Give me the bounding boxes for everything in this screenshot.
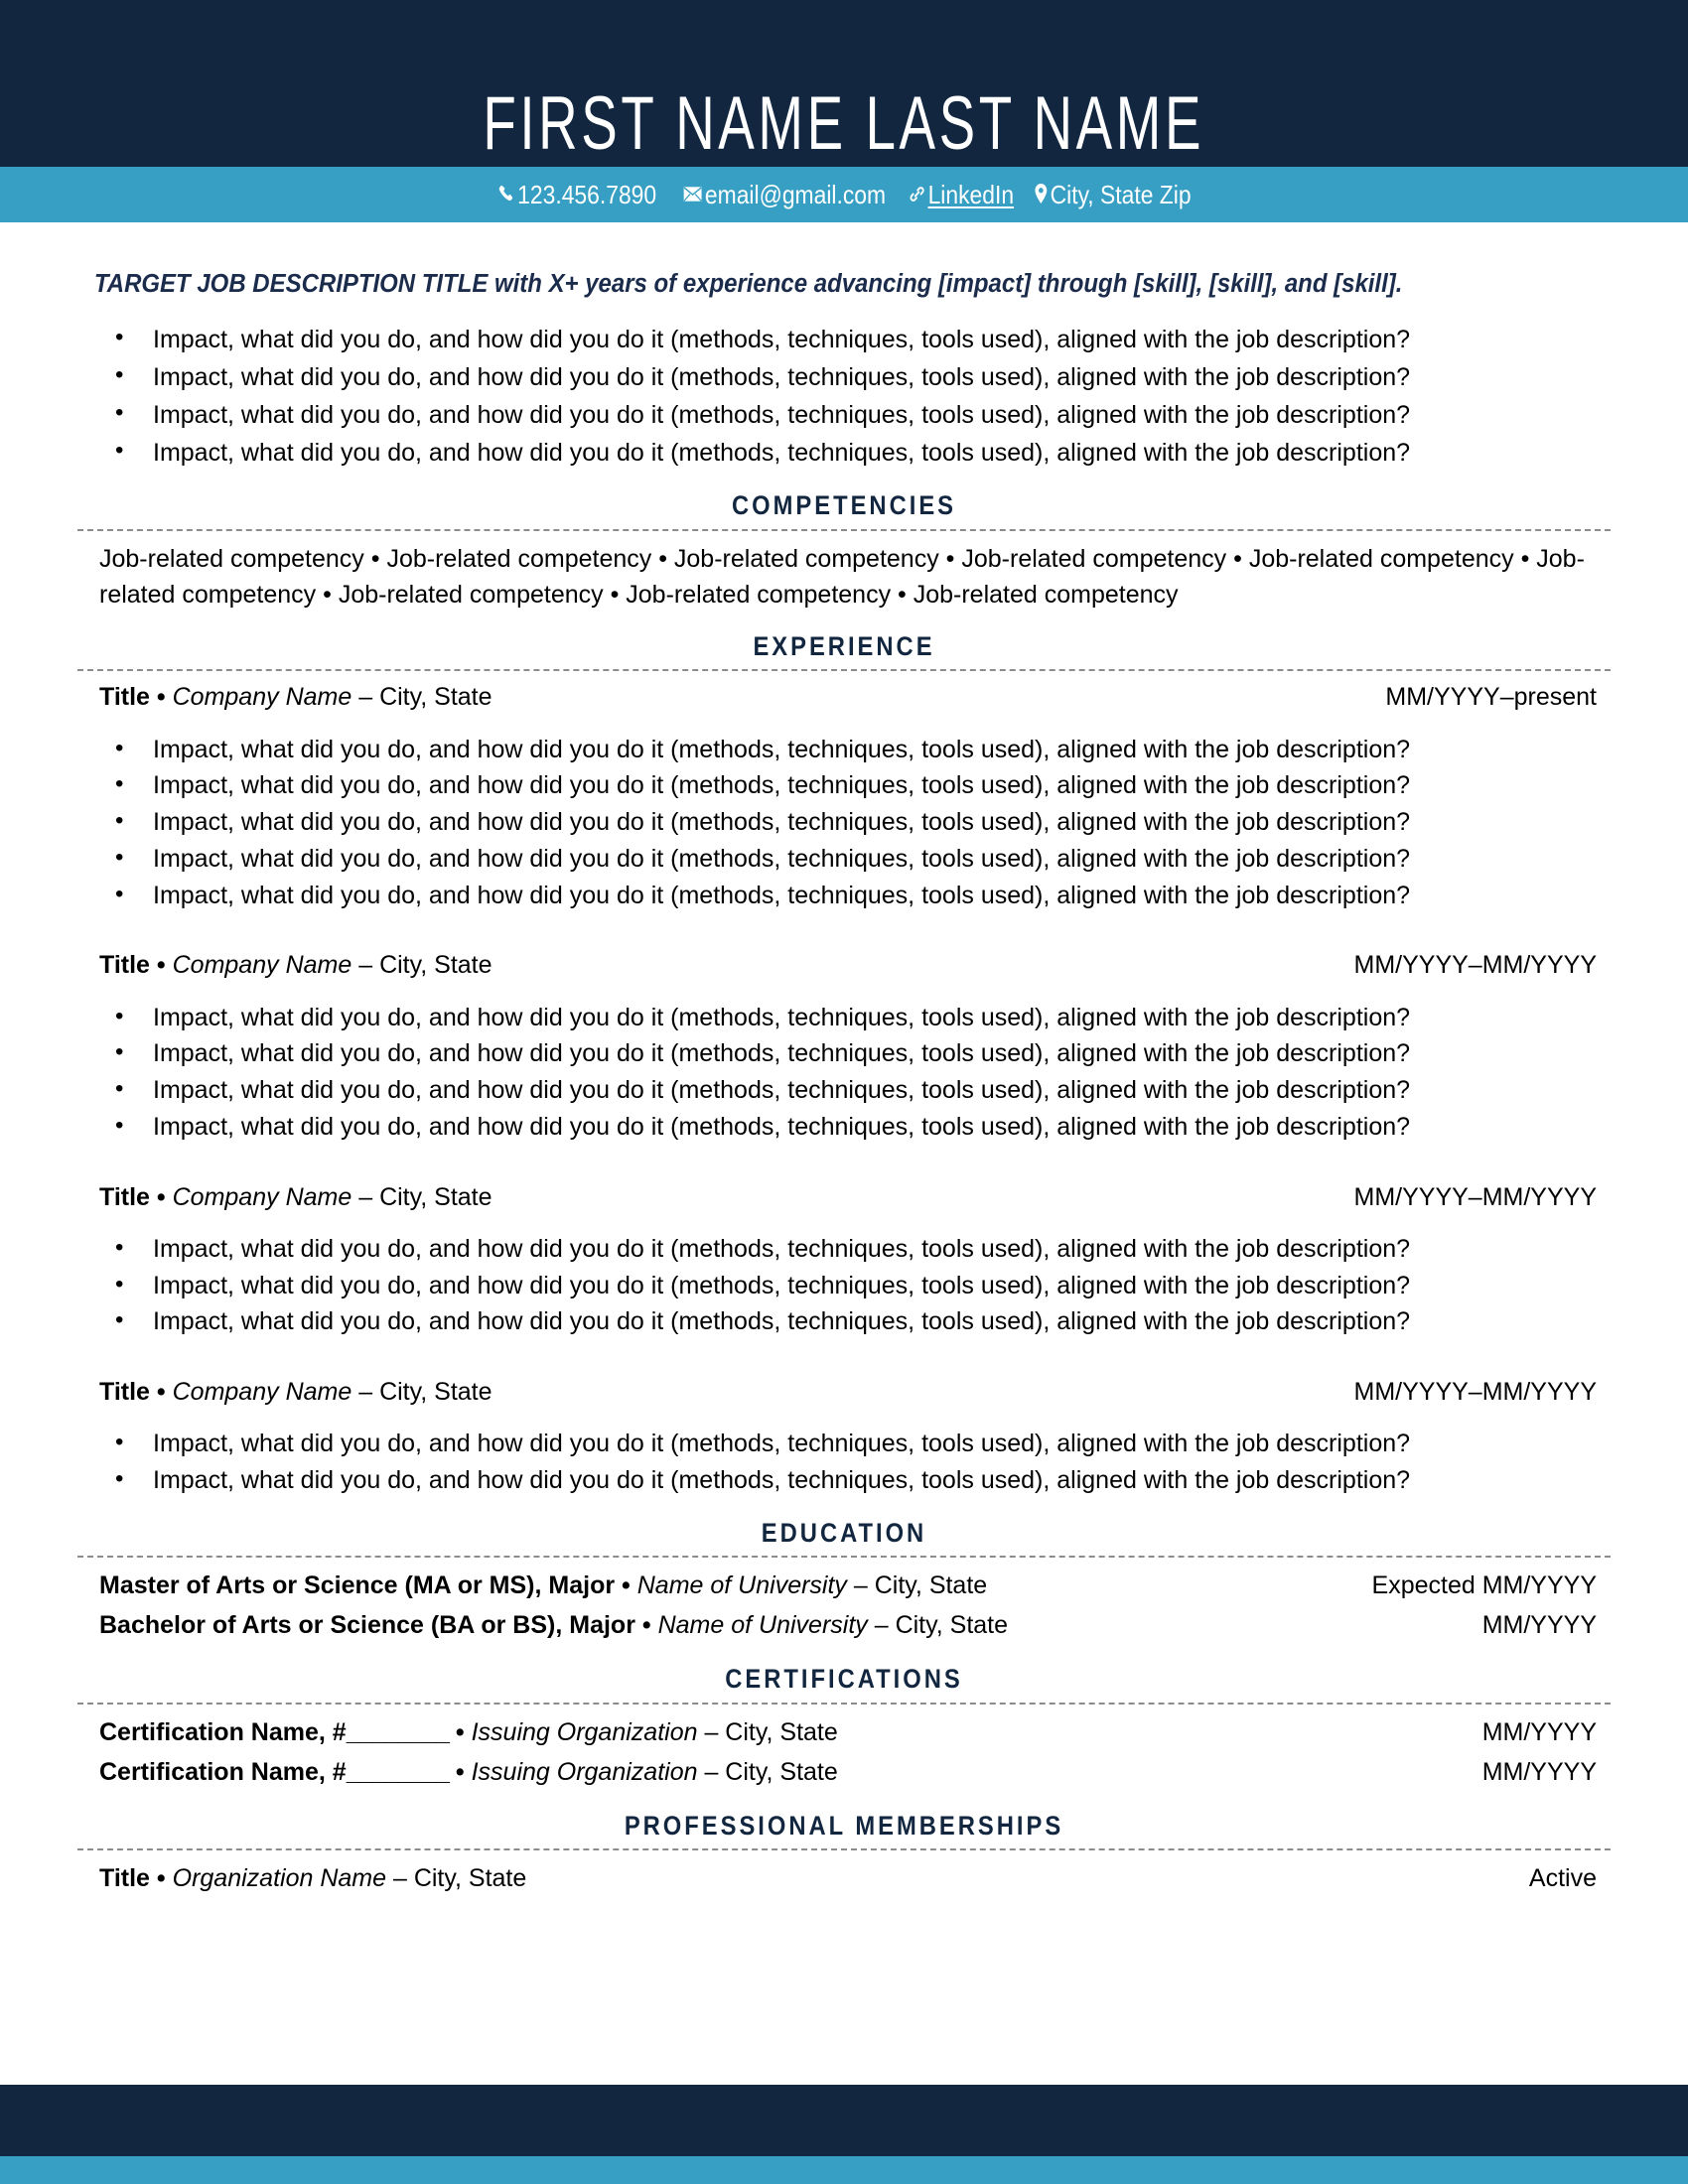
experience-bullet-list [77, 1231, 1611, 1340]
certification-name: Certification Name, # [99, 1717, 347, 1746]
header-banner [0, 0, 1688, 167]
job-title: Title [99, 1182, 150, 1211]
institution-name: Name of University [636, 1571, 847, 1600]
membership-entry [77, 1858, 1611, 1898]
bullet-separator: • [156, 951, 166, 980]
certification-dates: MM/YYYY [1481, 1757, 1597, 1786]
certification-number-blank: ________ [346, 1717, 449, 1746]
bullet-separator: • [156, 1378, 166, 1407]
certification-dates: MM/YYYY [1481, 1717, 1597, 1746]
job-location: – City, State [358, 1378, 492, 1407]
list-item: • Impact, what did you do, and how did you do it (methods, techniques, tools used), aligned with the job description? [77, 732, 1611, 768]
issuer-location: – City, State [704, 1717, 838, 1746]
certification-name: Certification Name, # [99, 1757, 347, 1786]
job-dates: MM/YYYY–MM/YYYY [1353, 951, 1597, 980]
experience-bullet-list [77, 1426, 1611, 1499]
company-name: Company Name [172, 951, 352, 980]
list-item: • Impact, what did you do, and how did you do it (methods, techniques, tools used), aligned with the job description? [77, 1000, 1611, 1036]
education-entry [77, 1566, 1611, 1605]
contact-email[interactable] [683, 182, 886, 207]
list-item: • Impact, what did you do, and how did you do it (methods, techniques, tools used), aligned with the job description? [77, 358, 1611, 396]
experience-bullet-list [77, 732, 1611, 914]
list-item: • Impact, what did you do, and how did you do it (methods, techniques, tools used), aligned with the job description? [77, 1109, 1611, 1146]
experience-entry [77, 679, 1611, 913]
section-heading: EDUCATION [761, 1517, 927, 1548]
experience-entry-header [77, 1374, 1611, 1410]
company-name: Company Name [172, 1378, 352, 1407]
institution-location: – City, State [853, 1571, 988, 1600]
location-text: City, State Zip [1050, 180, 1192, 209]
email-text: email@gmail.com [705, 180, 887, 209]
section-divider [77, 1848, 1611, 1850]
footer-banner [0, 2085, 1688, 2184]
job-dates: MM/YYYY–MM/YYYY [1353, 1378, 1597, 1407]
list-item: • Impact, what did you do, and how did you do it (methods, techniques, tools used), aligned with the job description? [77, 804, 1611, 841]
education-dates: MM/YYYY [1481, 1611, 1597, 1640]
job-title: Title [99, 683, 150, 712]
experience-entry [77, 1374, 1611, 1499]
summary-headline: TARGET JOB DESCRIPTION TITLE with X+ years of experience advancing [impact] through [skill], [skill], and [skill]. [93, 270, 1403, 298]
job-title: Title [99, 951, 150, 980]
section-divider [77, 1703, 1611, 1705]
bullet-separator: • [156, 1182, 166, 1211]
issuing-organization: Issuing Organization [471, 1717, 698, 1746]
list-item: • Impact, what did you do, and how did you do it (methods, techniques, tools used), aligned with the job description? [77, 1303, 1611, 1340]
contact-phone[interactable] [497, 182, 656, 207]
issuer-location: – City, State [704, 1757, 838, 1786]
education-entry [77, 1605, 1611, 1645]
list-item: • Impact, what did you do, and how did you do it (methods, techniques, tools used), aligned with the job description? [77, 841, 1611, 878]
organization-location: – City, State [392, 1864, 527, 1893]
list-item: • Impact, what did you do, and how did you do it (methods, techniques, tools used), aligned with the job description? [77, 321, 1611, 358]
page-title: FIRST NAME LAST NAME [483, 80, 1205, 166]
list-item: • Impact, what did you do, and how did you do it (methods, techniques, tools used), aligned with the job description? [77, 1268, 1611, 1304]
list-item: • Impact, what did you do, and how did you do it (methods, techniques, tools used), aligned with the job description? [77, 1231, 1611, 1268]
degree-name: Master of Arts or Science (MA or MS), Major [99, 1571, 616, 1600]
list-item: • Impact, what did you do, and how did you do it (methods, techniques, tools used), aligned with the job description? [77, 434, 1611, 472]
membership-title: Title [99, 1864, 150, 1893]
bullet-separator: • [455, 1757, 465, 1786]
company-name: Company Name [172, 1182, 352, 1211]
certification-number-blank: ________ [346, 1757, 449, 1786]
resume-body [0, 222, 1688, 1898]
section-divider [77, 1556, 1611, 1558]
section-heading: COMPETENCIES [731, 490, 956, 521]
bullet-separator: • [622, 1571, 631, 1600]
organization-name: Organization Name [172, 1864, 387, 1893]
institution-location: – City, State [874, 1611, 1009, 1640]
map-pin-icon [1034, 184, 1047, 204]
section-memberships [77, 1810, 1611, 1898]
certification-entry [77, 1752, 1611, 1792]
job-location: – City, State [358, 951, 492, 980]
list-item: • Impact, what did you do, and how did you do it (methods, techniques, tools used), aligned with the job description? [77, 1035, 1611, 1072]
section-competencies [77, 489, 1611, 613]
section-divider [77, 529, 1611, 531]
institution-name: Name of University [657, 1611, 868, 1640]
job-dates: MM/YYYY–MM/YYYY [1353, 1182, 1597, 1211]
section-divider [77, 669, 1611, 671]
list-item: • Impact, what did you do, and how did you do it (methods, techniques, tools used), aligned with the job description? [77, 1462, 1611, 1499]
list-item: • Impact, what did you do, and how did you do it (methods, techniques, tools used), aligned with the job description? [77, 1426, 1611, 1462]
list-item: • Impact, what did you do, and how did you do it (methods, techniques, tools used), aligned with the job description? [77, 396, 1611, 434]
linkedin-link-text[interactable]: LinkedIn [927, 180, 1015, 209]
education-dates: Expected MM/YYYY [1371, 1571, 1597, 1600]
experience-entry-header [77, 947, 1611, 983]
experience-entry [77, 947, 1611, 1145]
section-heading: EXPERIENCE [753, 631, 935, 662]
job-location: – City, State [358, 683, 492, 712]
section-heading: CERTIFICATIONS [725, 1664, 963, 1695]
list-item: • Impact, what did you do, and how did you do it (methods, techniques, tools used), aligned with the job description? [77, 878, 1611, 914]
job-dates: MM/YYYY–present [1385, 683, 1597, 712]
bullet-separator: • [156, 683, 166, 712]
footer-teal-bar [0, 2156, 1688, 2184]
section-experience [77, 630, 1611, 1499]
list-item: • Impact, what did you do, and how did you do it (methods, techniques, tools used), aligned with the job description? [77, 1072, 1611, 1109]
envelope-icon [683, 186, 702, 203]
bullet-separator: • [641, 1611, 651, 1640]
experience-entry-header [77, 679, 1611, 715]
bullet-separator: • [455, 1717, 465, 1746]
experience-entry-header [77, 1179, 1611, 1215]
phone-icon [497, 184, 515, 204]
section-certifications [77, 1663, 1611, 1791]
bullet-separator: • [156, 1864, 166, 1893]
company-name: Company Name [172, 683, 352, 712]
degree-name: Bachelor of Arts or Science (BA or BS), Major [99, 1611, 635, 1640]
contact-bar [0, 167, 1688, 222]
competencies-text: Job-related competency • Job-related competency • Job-related competency • Job-related competency • Job-related competency • Job-related competency • Job-related competency • Job-related competency • Job-related competency [99, 544, 1585, 609]
job-location: – City, State [358, 1182, 492, 1211]
job-title: Title [99, 1378, 150, 1407]
section-education [77, 1517, 1611, 1645]
experience-bullet-list [77, 1000, 1611, 1146]
footer-navy-bar [0, 2085, 1688, 2156]
phone-text: 123.456.7890 [517, 180, 657, 209]
section-heading: PROFESSIONAL MEMBERSHIPS [624, 1810, 1064, 1841]
list-item: • Impact, what did you do, and how did you do it (methods, techniques, tools used), aligned with the job description? [77, 767, 1611, 804]
link-icon [909, 185, 925, 204]
contact-location [1034, 182, 1191, 207]
membership-status: Active [1528, 1864, 1597, 1893]
certification-entry [77, 1712, 1611, 1752]
contact-linkedin[interactable] [909, 182, 1014, 207]
experience-entry [77, 1179, 1611, 1341]
issuing-organization: Issuing Organization [471, 1757, 698, 1786]
summary-bullet-list [77, 321, 1611, 472]
